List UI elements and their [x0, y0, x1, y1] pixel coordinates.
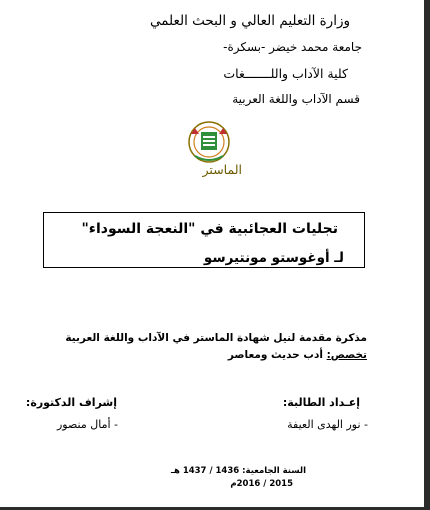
memo-statement: مذكرة مقدمة لنيل شهادة الماستر في الآداب واللغة العربية	[65, 332, 367, 344]
ministry-line: وزارة التعليم العالي و البحث العلمي	[149, 13, 350, 29]
specialization-label: تخصص:	[326, 349, 367, 361]
window-edge-right	[424, 0, 430, 510]
student-heading: إعـداد الطالبة:	[282, 396, 360, 409]
specialization-line	[228, 349, 367, 361]
thesis-title: تجليات العجائبية في "النعجة السوداء"	[81, 221, 338, 237]
faculty-line: كلية الآداب واللـــــــغات	[223, 66, 348, 81]
thesis-subtitle: لـ أوغوستو مونتيرسو	[203, 250, 344, 266]
supervisor-heading: إشراف الدكتورة:	[25, 396, 117, 409]
academic-year-gregorian: 2015 / 2016م	[230, 479, 293, 489]
university-seal-icon	[181, 120, 237, 168]
academic-year-hijri: السنة الجامعية: 1436 / 1437 هـ	[171, 466, 306, 476]
master-label: الماستر	[202, 162, 242, 177]
specialization-value: أدب حديث ومعاصر	[227, 349, 323, 361]
department-line: قسم الآداب واللغة العربية	[232, 92, 360, 106]
university-line: جامعة محمد خيضر -بسكرة-	[223, 40, 362, 54]
supervisor-name: - أمال منصور	[57, 418, 118, 431]
student-name: - نور الهدى العيفة	[287, 418, 368, 431]
